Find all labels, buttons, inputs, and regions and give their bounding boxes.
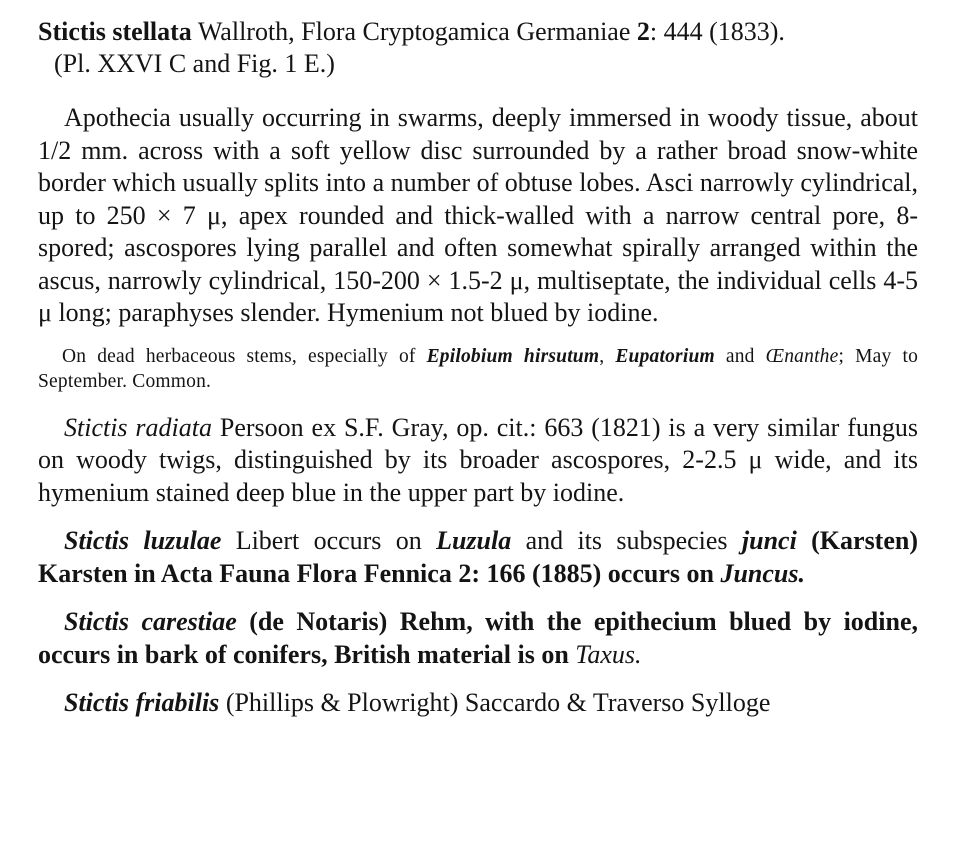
host-oenanthe: Œnanthe xyxy=(765,345,839,367)
habitat-note xyxy=(38,344,918,394)
note-text-bold: (Karsten) Karsten in Acta Fauna Flora Fennica 2: 166 (1885) occurs on xyxy=(38,526,919,588)
note-stictis-radiata xyxy=(38,412,918,510)
volume-number: 2 xyxy=(636,17,650,46)
document-page xyxy=(38,16,918,720)
note-stictis-friabilis xyxy=(38,687,918,720)
note-species-name: Stictis radiata xyxy=(64,412,212,442)
plate-reference: (Pl. XXVI C and Fig. 1 E.) xyxy=(54,49,335,78)
habitat-suffix: ; May to September. Common. xyxy=(38,345,919,392)
habitat-separator-1: , xyxy=(599,345,616,367)
subspecies-junci: junci xyxy=(741,526,797,555)
note-text: Libert occurs on xyxy=(221,526,437,555)
host-luzula: Luzula xyxy=(436,526,512,555)
note-text: and its subspecies xyxy=(511,526,742,555)
host-juncus: Juncus. xyxy=(720,558,805,588)
host-epilobium: Epilobium hirsutum xyxy=(426,345,600,367)
page-year: : 444 (1833). xyxy=(649,17,785,46)
host-taxus: Taxus. xyxy=(575,639,642,669)
species-heading xyxy=(38,16,918,80)
note-stictis-carestiae xyxy=(38,606,918,671)
habitat-prefix: On dead herbaceous stems, especially of xyxy=(62,345,427,367)
note-species-name: Stictis carestiae xyxy=(64,607,237,636)
note-text: Persoon ex S.F. Gray, op. cit.: 663 (1821) is a very similar fungus on woody twigs, distinguished by its broader ascospores, 2-2.5 μ wide, and its hymenium stained deep blue in the upper part by iodine. xyxy=(38,412,918,507)
note-stictis-luzulae xyxy=(38,525,918,590)
note-text: (Phillips & Plowright) Saccardo & Traverso Sylloge xyxy=(219,688,771,717)
authority-reference: Wallroth, Flora Cryptogamica Germaniae xyxy=(191,17,637,46)
species-name: Stictis stellata xyxy=(38,17,192,46)
species-description: Apothecia usually occurring in swarms, deeply immersed in woody tissue, about 1/2 mm. across with a soft yellow disc surrounded by a rather broad snow-white border which usually splits into a number of obtuse lobes. Asci narrowly cylindrical, up to 250 × 7 μ, apex rounded and thick-walled with a narrow central pore, 8-spored; ascospores lying parallel and often somewhat spirally arranged within the ascus, narrowly cylindrical, 150-200 × 1.5-2 μ, multiseptate, the individual cells 4-5 μ long; paraphyses slender. Hymenium not blued by iodine. xyxy=(38,103,918,327)
habitat-separator-2: and xyxy=(714,345,766,367)
note-text-bold: (de Notaris) Rehm, with the epithecium blued by iodine, occurs in bark of conifers, British material is on xyxy=(38,607,918,669)
note-species-name: Stictis friabilis xyxy=(64,688,220,717)
note-species-name: Stictis luzulae xyxy=(64,526,222,555)
host-eupatorium: Eupatorium xyxy=(615,345,715,367)
